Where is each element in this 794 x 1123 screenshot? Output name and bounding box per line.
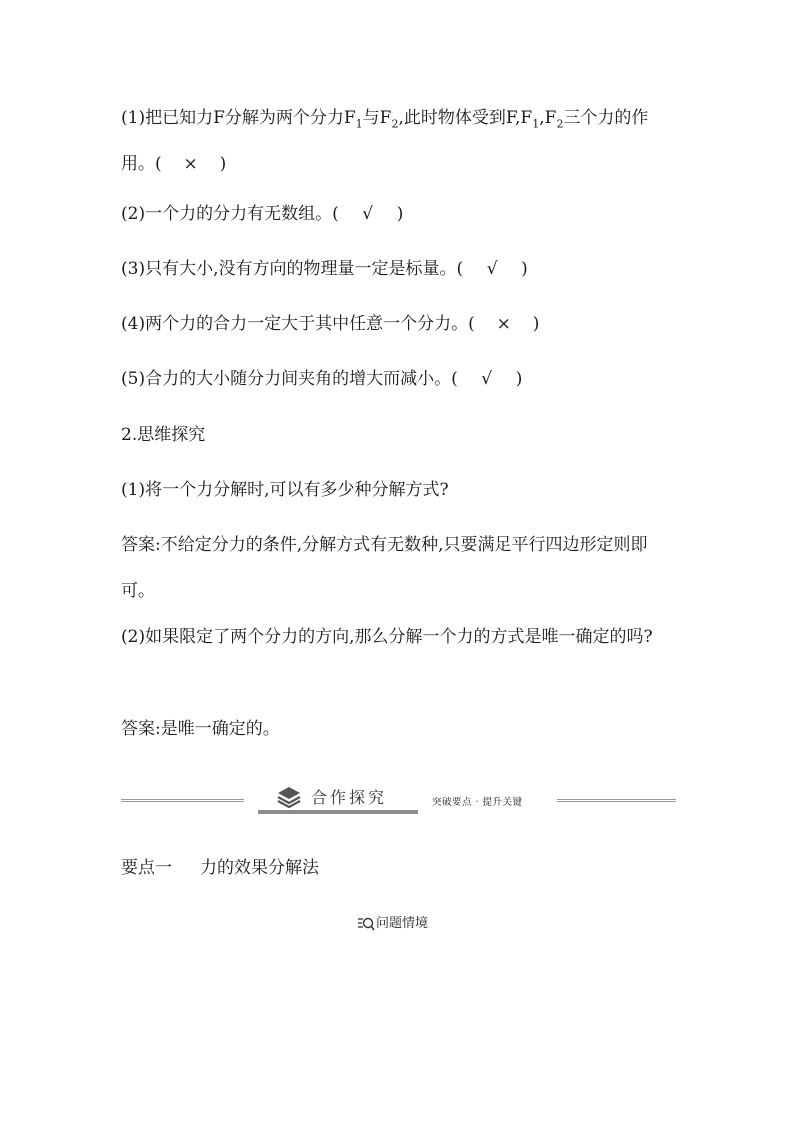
section-banner [121,784,676,814]
judgement-1-text-e: 三个力的作用。( [121,108,649,174]
layers-icon [276,784,302,810]
judgement-text: (3)只有大小,没有方向的物理量一定是标量。( [121,259,464,279]
answer-mark: √ [481,369,493,389]
answer-mark: × [183,154,198,174]
section-title: 力的效果分解法 [200,858,319,878]
section-label: 要点一 [121,858,172,878]
banner-subtitle: 突破要点 · 提升关键 [432,797,523,808]
section-heading [121,853,319,883]
scenario-label: 问题情境 [376,916,429,931]
judgement-1-text-c: ,此时物体受到F,F [398,108,533,128]
answer-mark: × [496,314,511,334]
subscript: 2 [556,117,564,131]
answer-2: 答案:是唯一确定的。 [121,719,280,739]
judgement-3 [121,246,681,292]
subscript: 1 [355,117,363,131]
subscript: 2 [391,117,399,131]
judgement-2 [121,191,681,237]
answer-mark: √ [362,204,374,224]
judgement-1-text-b: 与F [362,108,392,128]
answer-mark: √ [486,259,498,279]
thinking-title: 2.思维探究 [121,425,206,445]
judgement-1-text-a: (1)把已知力F分解为两个分力F [121,108,356,128]
judgement-1 [121,95,681,187]
question-1: (1)将一个力分解时,可以有多少种分解方式? [121,480,449,500]
close-paren: ) [396,204,404,224]
magnifier-icon [357,916,375,932]
judgement-4 [121,301,681,347]
judgement-text: (4)两个力的合力一定大于其中任意一个分力。( [121,314,475,334]
judgement-5 [121,356,681,402]
close-paren: ) [532,314,540,334]
judgement-text: (2)一个力的分力有无数组。( [121,204,339,224]
judgement-1-text-d: ,F [539,108,557,128]
judgement-text: (5)合力的大小随分力间夹角的增大而减小。( [121,369,458,389]
close-paren: ) [521,259,528,279]
banner-rule-right [557,799,676,802]
subscript: 1 [532,117,540,131]
question-2: (2)如果限定了两个分力的方向,那么分解一个力的方式是唯一确定的吗? [121,627,653,647]
close-paren: ) [515,369,523,389]
close-paren: ) [219,154,227,174]
answer-1: 答案:不给定分力的条件,分解方式有无数种,只要满足平行四边形定则即可。 [121,535,648,601]
banner-title: 合作探究 [311,788,388,807]
banner-tab [258,784,418,814]
banner-rule-left [121,799,244,802]
